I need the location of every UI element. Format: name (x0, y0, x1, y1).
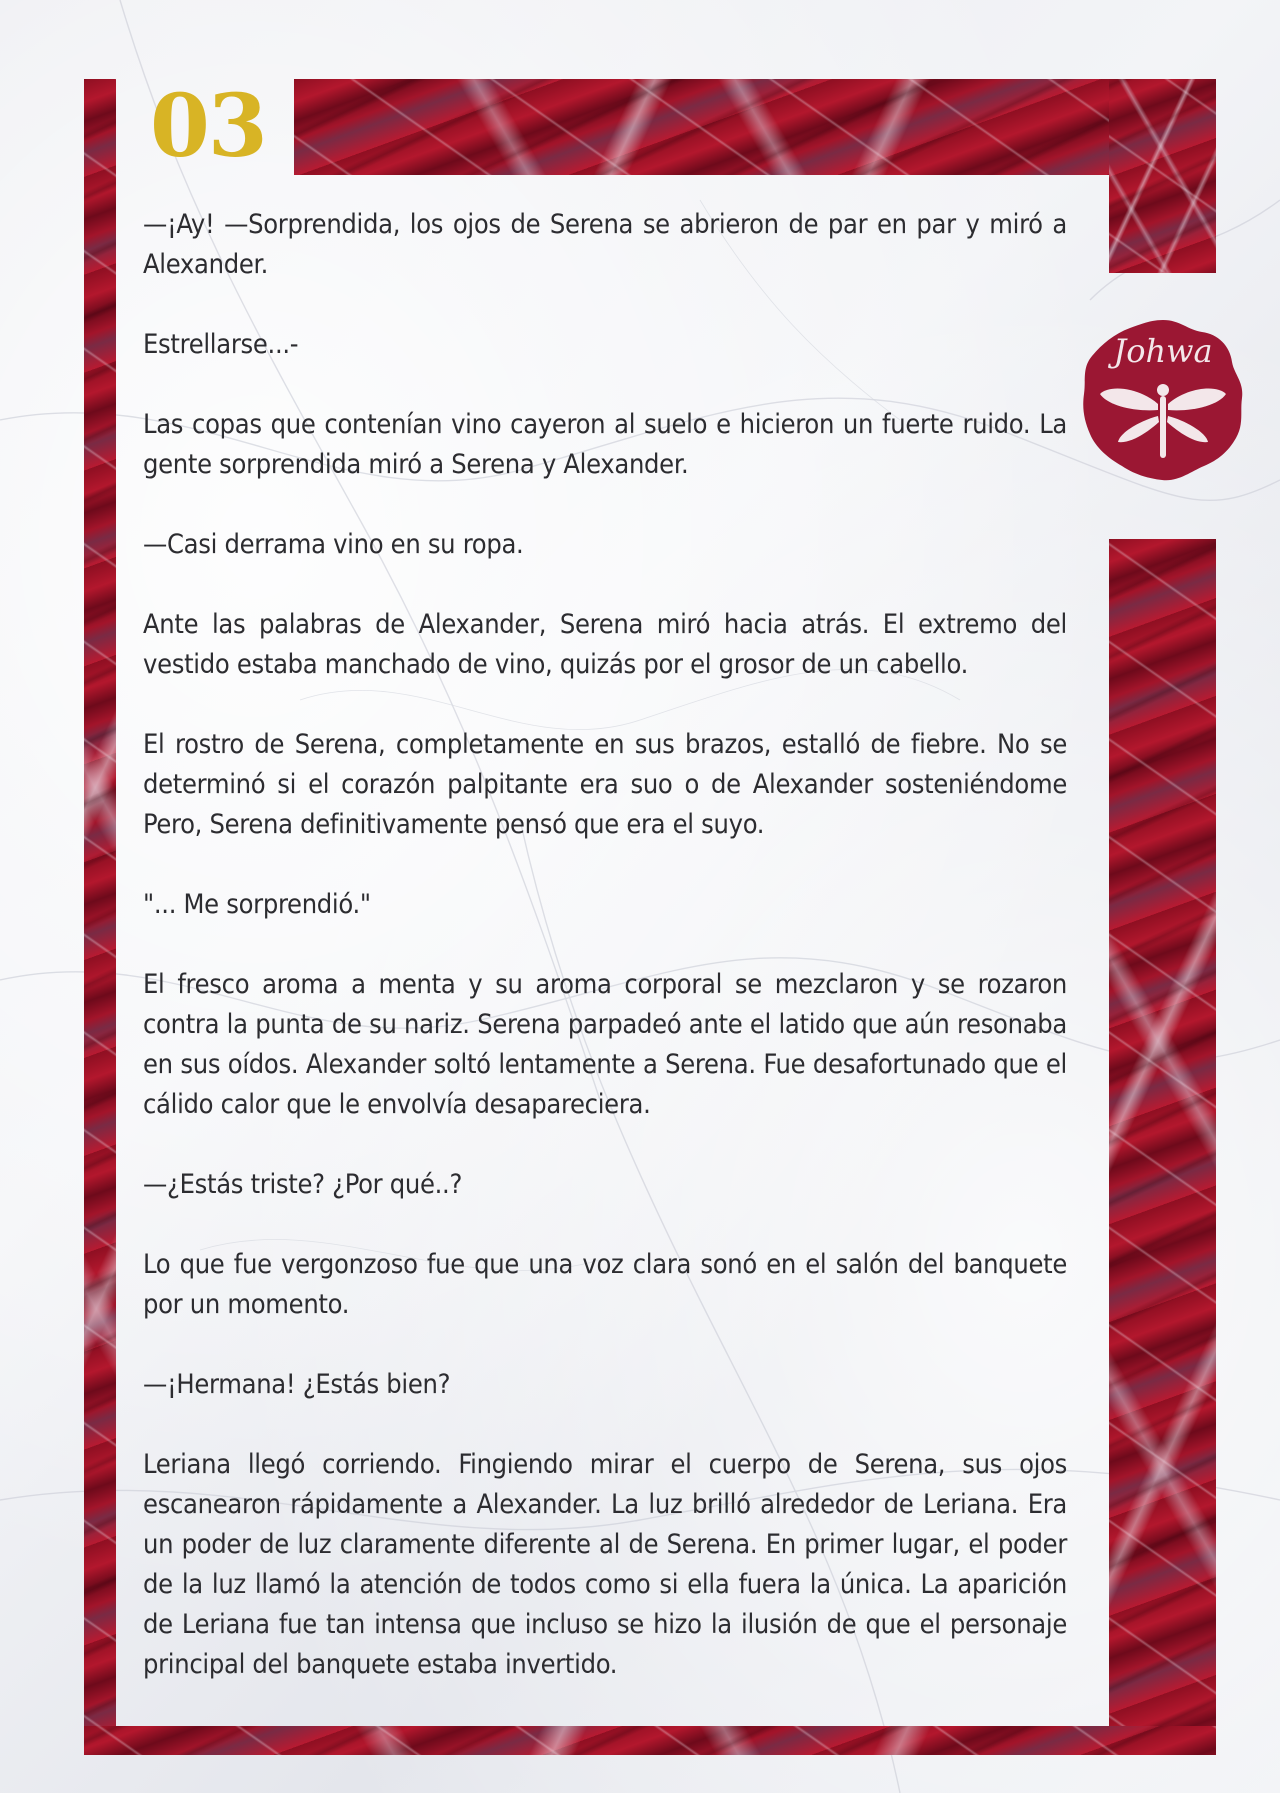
marble-frame-right-top (1109, 79, 1216, 273)
johwa-logo (1080, 316, 1246, 484)
story-text (143, 205, 1067, 1685)
paragraph: Leriana llegó corriendo. Fingiendo mirar el cuerpo de Serena, sus ojos escanearon rápidamente a Alexander. La luz brilló alrededor de Leriana. Era un poder de luz claramente diferente al de Serena. En primer lugar, el poder de la luz llamó la atención de todos como si ella fuera la única. La aparición de Leriana fue tan intensa que incluso se hizo la ilusión de que el personaje principal del banquete estaba invertido. (143, 1449, 1067, 1680)
paragraph: El fresco aroma a menta y su aroma corporal se mezclaron y se rozaron contra la punta de su nariz. Serena parpadeó ante el latido que aún resonaba en sus oídos. Alexander soltó lentamente a Serena. Fue desafortunado que el cálido calor que le envolvía desapareciera. (143, 969, 1067, 1120)
paragraph: El rostro de Serena, completamente en sus brazos, estalló de fiebre. No se determinó si el corazón palpitante era suo o de Alexander sosteniéndome Pero, Serena definitivamente pensó que era el suyo. (143, 729, 1067, 840)
chapter-number: 03 (150, 76, 266, 177)
paragraph: Lo que fue vergonzoso fue que una voz clara sonó en el salón del banquete por un momento. (143, 1249, 1067, 1320)
paragraph: —Casi derrama vino en su ropa. (143, 529, 524, 560)
paragraph: Estrellarse...- (143, 329, 299, 360)
paragraph: —¡Hermana! ¿Estás bien? (143, 1369, 451, 1400)
marble-frame-top (294, 79, 1109, 175)
paragraph: Ante las palabras de Alexander, Serena miró hacia atrás. El extremo del vestido estaba manchado de vino, quizás por el grosor de un cabello. (143, 609, 1067, 680)
marble-frame-left (84, 79, 116, 1755)
logo-text: Johwa (1113, 332, 1213, 370)
paragraph: —¿Estás triste? ¿Por qué..? (143, 1169, 463, 1200)
marble-frame-bottom (84, 1726, 1216, 1755)
paragraph: —¡Ay! —Sorprendida, los ojos de Serena se abrieron de par en par y miró a Alexander. (143, 209, 1067, 280)
marble-frame-right (1109, 539, 1216, 1755)
paragraph: Las copas que contenían vino cayeron al suelo e hicieron un fuerte ruido. La gente sorprendida miró a Serena y Alexander. (143, 409, 1067, 480)
paragraph: "... Me sorprendió." (143, 889, 371, 920)
